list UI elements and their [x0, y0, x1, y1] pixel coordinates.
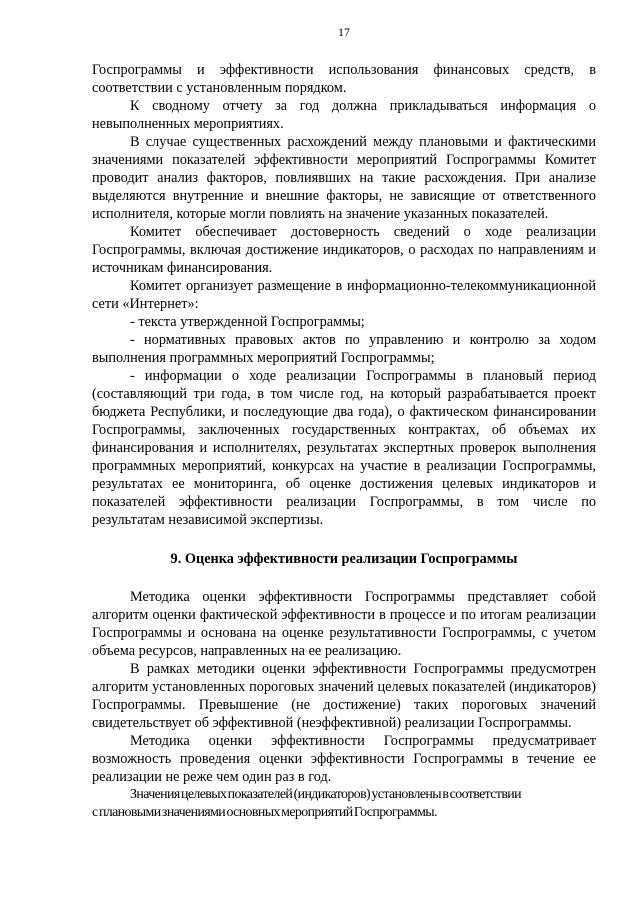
paragraph: В рамках методики оценки эффективности Госпрограммы предусмотрен алгоритм установленных пороговых значений целевых показателей (индикаторов) Госпрограммы. Превышение (не достижение) таких пороговых значений свидетельствует об эффективной (неэффективной) реализации Госпрограммы.	[92, 661, 596, 731]
page-number: 17	[338, 25, 350, 39]
final-paragraph	[92, 786, 596, 822]
list-item: - нормативных правовых актов по управлению и контролю за ходом выполнения программных мероприятий Госпрограммы;	[92, 332, 596, 366]
paragraph: Методика оценки эффективности Госпрограммы предусматривает возможность проведения оценки эффективности Госпрограммы в течение ее реализации не реже чем один раз в год.	[92, 733, 596, 785]
paragraph: К сводному отчету за год должна прикладываться информация о невыполненных мероприятиях.	[92, 98, 596, 132]
paragraph: Госпрограммы и эффективности использования финансовых средств, в соответствии с установленным порядком.	[92, 62, 596, 96]
paragraph: В случае существенных расхождений между плановыми и фактическими значениями показателей эффективности мероприятий Госпрограммы Комитет проводит анализ факторов, повлиявших на такие расхождения. При анализе выделяются внутренние и внешние факторы, не зависящие от ответственного исполнителя, которые могли повлиять на значение указанных показателей.	[92, 134, 596, 222]
final-paragraph-line: Значения целевых показателей (индикаторов) установлены в соответствии	[130, 787, 521, 802]
body-after-section	[92, 588, 596, 786]
list-item: - текста утвержденной Госпрограммы;	[130, 314, 365, 330]
final-paragraph-line: с плановыми значениями основных мероприятий Госпрограммы.	[92, 805, 437, 820]
paragraph: Комитет организует размещение в информационно-телекоммуникационной сети «Интернет»:	[92, 278, 596, 312]
list-item: - информации о ходе реализации Госпрограммы в плановый период (составляющий три года, в том числе год, на который разрабатывается проект бюджета Республики, и последующие два года), о фактическом финансировании Госпрограммы, заключенных государственных контрактах, об объемах их финансирования и исполнителях, результатах экспертных проверок выполнения программных мероприятий, конкурсах на участие в реализации Госпрограммы, результатах ее мониторинга, об оценке достижения целевых индикаторов и показателей эффективности реализации Госпрограммы, в том числе по результатам независимой экспертизы.	[92, 368, 596, 528]
document-page	[92, 24, 596, 822]
paragraph: Комитет обеспечивает достоверность сведений о ходе реализации Госпрограммы, включая достижение индикаторов, о расходах по направлениям и источникам финансирования.	[92, 224, 596, 276]
body-before-section	[92, 61, 596, 529]
paragraph: Методика оценки эффективности Госпрограммы представляет собой алгоритм оценки фактической эффективности в процессе и по итогам реализации Госпрограммы и основана на оценке результативности Госпрограммы, с учетом объема ресурсов, направленных на ее реализацию.	[92, 589, 596, 659]
section-heading: 9. Оценка эффективности реализации Госпрограммы	[170, 551, 518, 567]
